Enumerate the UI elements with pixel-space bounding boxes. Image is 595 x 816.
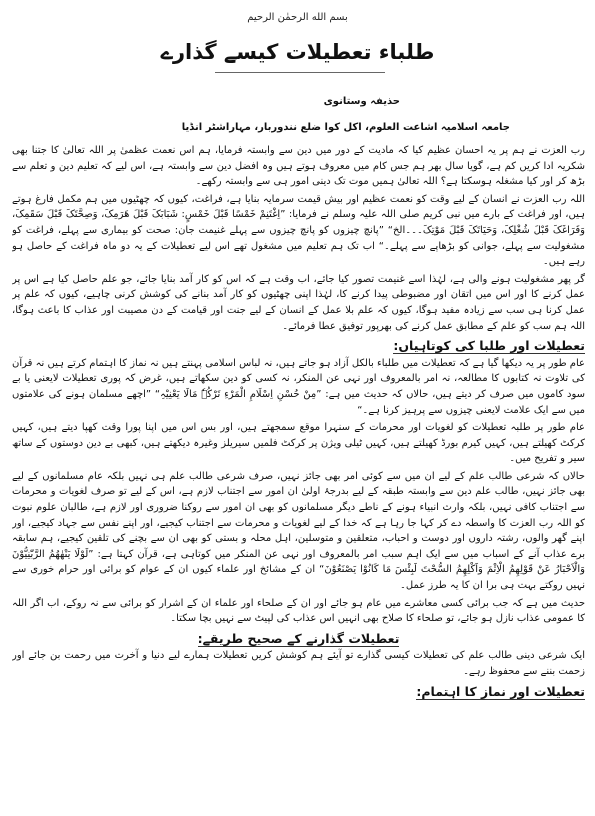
body-paragraph: اللہ رب العزت نے انسان کے لیے وقت کو نعمت عظیم اور بیش قیمت سرمایہ بنایا ہے، فراغت، کیوں کہ چھٹیوں میں ہم مکمل فارغ ہوتے ہیں، اور فراغت کے بارے میں نبی کریم صلی اللہ علیہ وسلم نے فرمایا: ”اِغْتَنِمْ خَمْسًا قَبْلَ خَمْسٍ: شَبَابَکَ قَبْلَ ھَرَمِکَ، وَصِحَّتَکَ قَبْلَ سَقَمِکَ، وَفَرَاغَکَ قَبْلَ شُغْلِکَ، وَحَیَاتَکَ قَبْلَ مَوْتِکَ۔۔۔الخ“ ”پانچ چیزوں کو پانچ چیزوں سے پہلے غنیمت جان: صحت کو بیماری سے پہلے، فراغت کو مشغولیت سے پہلے، جوانی کو بڑھاپے سے پہلے۔“ اب تک ہم تعلیم میں مشغول تھے اس لیے تعطیلات کے یہ دو ماہ فراغت کے حاصل ہو رہے ہیں۔ — [12, 193, 585, 268]
body-paragraph: گر پھر مشغولیت ہونے والی ہے، لہٰذا اسے غنیمت تصور کیا جائے، اب وقت ہے کہ اس کو کار آمد بنایا جائے، جو علم حاصل کیا ہے اس پر عمل کرنے کا اور اس میں اتقان اور مضبوطی پیدا کرنے کا، لہٰذا اپنی چھٹیوں کو کار آمد بنانے کی کوشش کرنی چاہیے، کیوں کہ علم پر عمل کرنا ہی سب سے زیادہ مفید ہوگا، کیوں کہ علم بلا عمل کے انسان کے لیے جنت اور قیامت کے دن مصیبت اور عذاب کا باعث ہوگا، اللہ ہم سب کو علم کے مطابق عمل کرنے کی بھرپور توفیق عطا فرمائے۔ — [12, 273, 585, 332]
body-paragraph: رب العزت نے ہم پر یہ احسان عظیم کیا کہ مادیت کے دور میں دین سے وابستہ فرمایا، ہم اس نعمت عظمیٰ پر اللہ تعالیٰ کا جتنا بھی شکریہ ادا کریں کم ہے، گویا سال بھر ہم جس کام میں معروف ہوتے ہیں وہ افضل دین سے وابستہ ہے، اس لیے کہ تعلیم دین و تعلم سے بڑھ کر اور کیا مشغلہ ہوسکتا ہے؟ اللہ تعالیٰ ہمیں موت تک دینی امور ہی سے وابستہ رکھے۔ — [12, 145, 585, 188]
body-paragraph: عام طور پر یہ دیکھا گیا ہے کہ تعطیلات میں طلباء بالکل آزاد ہو جاتے ہیں، نہ لباس اسلامی پہنتے ہیں نہ نماز کا اہتمام کرتے ہیں نہ قرآن کی تلاوت نہ کتابوں کا مطالعہ، نہ امر بالمعروف اور نہی عن المنکر، نہ کسی کو دین سکھاتے ہیں، غرض کہ پوری تعطیلات لایعنی یا بے سود کاموں میں صرف کر دیتے ہیں، حالاں کہ حدیث میں ہے: ”مِنْ حُسْنِ اِسْلَامِ الْمَرْءِ تَرْکُہٗ مَالَا یَعْنِیْہِ“ ”اچھے مسلمان ہونے کی علامتوں میں سے ایک علامت لایعنی چیزوں سے پرہیز کرنا ہے۔“ — [12, 357, 585, 416]
bismillah: بسم الله الرحمٰن الرحیم — [247, 12, 348, 23]
body-paragraph: حدیث میں ہے کہ جب برائی کسی معاشرے میں عام ہو جائے اور ان کے صلحاء اور علماء ان کے اشرار کو برائی سے نہ روکے، اب اگر اللہ کا عمومی عذاب نازل ہو جائے، تو صلحاء کا صلاح بھی انہیں اس عذاب کی لپیٹ سے نہیں بچا سکتا۔ — [12, 597, 585, 625]
title-underline — [215, 72, 385, 73]
section-heading: تعطیلات اور نماز کا اہتمام: — [416, 683, 585, 699]
article-body — [12, 143, 585, 811]
article-title: طلباء تعطیلات کیسے گذارے — [160, 40, 435, 64]
body-paragraph: عام طور پر طلبہ تعطیلات کو لغویات اور محرمات کے سنہرا موقع سمجھتے ہیں، اور بس اس میں اپنا پورا وقت کھپا دیتے ہیں، کہیں کرکٹ کھیلتے ہیں، کہیں کیرم بورڈ کھیلتے ہیں، کہیں ٹیلی ویژن پر کرکٹ فلمیں سیریلز وغیرہ دیکھتے ہیں، کبھی بے دین دوستوں کے ساتھ سیر و تفریح میں۔ — [12, 422, 585, 465]
section-heading: تعطیلات اور طلبا کی کوتاہیاں: — [393, 338, 585, 354]
section-heading: تعطیلات گذارنے کے صحیح طریقے: — [197, 630, 400, 646]
author-name: حذیفہ وستانوی — [323, 96, 400, 107]
author-affiliation: جامعہ اسلامیہ اشاعت العلوم، اکل کوا ضلع نندوربار، مہاراشٹر انڈیا — [181, 122, 510, 133]
body-paragraph: ایک شرعی دینی طالب علم کی تعطیلات کیسی گذارے تو آیئے ہم کوشش کریں تعطیلات ہمارے لیے دنیا و آخرت میں رحمت بن جائے اور زحمت بننے سے محفوظ رہے۔ — [12, 650, 585, 677]
body-paragraph: حالاں کہ شرعی طالب علم کے لیے ان میں سے کوئی امر بھی جائز نہیں، صرف شرعی طالب علم ہی نہیں بلکہ عام مسلمانوں کے لیے بھی جائز نہیں، طالب علم دین سے وابستہ طبقہ کے لیے بدرجۂ اولیٰ ان امور سے اجتناب لازم ہے، اس کے لیے تو صرف لغویات و محرمات سے اجتناب کافی نہیں، بلکہ وارث انبیاء ہونے کے ناطے دیگر مسلمانوں کو بھی ان امور سے روکنا ضروری اور لازم ہے، طالبان علوم نبوت کو اللہ رب العزت کا واسطہ دے کر کہا جا رہا ہے کہ خدا کے لیے لغویات و محرمات سے اجتناب کیجیے، اور اپنے نفس سے جہاد کیجیے، اور اپنے گھر والوں، رشتہ داروں اور دوست و احباب، متعلقین و متوسلین، اہل محلہ و بستی کو بھی ان سے بچنے کی تلقین کیجیے، ہم سابقہ برے عذاب آنے کے اسباب میں سے ایک اہم سبب امر بالمعروف اور نہی عن المنکر میں کوتاہی ہے، قرآن کہتا ہے: ”لَوْلَا یَنْھٰھُمُ الرَّبّٰنِیُّوْنَ وَالْاَحْبَارُ عَنْ قَوْلِھِمُ الْاِثْمَ وَاَکْلِھِمُ السُّحْتَ لَبِئْسَ مَا کَانُوْا یَصْنَعُوْنَ“ ان کے مشائخ اور علماء کیوں ان کے عوام کو برائی اور حرام خوری سے نہیں روکتے بہت ہی برا ان کا یہ طرز عمل۔ — [12, 470, 585, 592]
